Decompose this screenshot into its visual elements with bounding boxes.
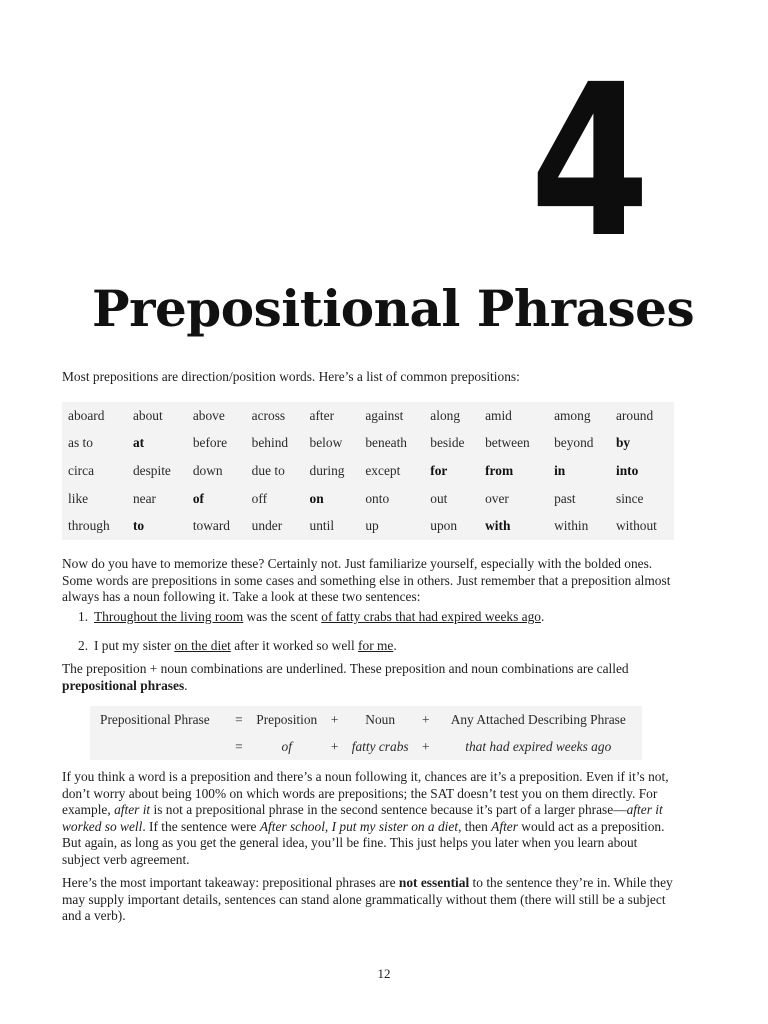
preposition-word: aboard <box>68 407 105 423</box>
formula-cell: that had expired weeks ago <box>465 738 612 754</box>
page-number: 12 <box>377 966 391 981</box>
formula-cell: Prepositional Phrase <box>100 711 210 727</box>
preposition-word: without <box>615 518 657 534</box>
preposition-row <box>62 430 674 458</box>
example-text: after it worked so well <box>230 638 359 653</box>
underlined-phrase: on the diet <box>174 638 231 653</box>
preposition-row <box>62 512 674 540</box>
paragraph-text: is not a prepositional phrase in the second sentence because it’s part of a larger phrase— <box>150 802 627 818</box>
preposition-word: around <box>615 407 654 423</box>
preposition-word: below <box>309 435 343 451</box>
preposition-word: along <box>430 407 461 423</box>
preposition-word: near <box>132 490 156 506</box>
preposition-word: about <box>132 407 163 423</box>
preposition-word: under <box>251 518 283 534</box>
preposition-word: with <box>485 518 511 534</box>
example-text: . <box>541 609 545 624</box>
formula-cell: + <box>330 711 339 727</box>
italic-text: after it worked so well <box>62 802 663 834</box>
formula-cell: Any Attached Describing Phrase <box>450 711 626 727</box>
intro-paragraph: Most prepositions are direction/position words. Here’s a list of common prepositions: <box>62 369 520 384</box>
preposition-word: by <box>615 435 631 451</box>
formula-cell: Noun <box>365 711 396 727</box>
formula-cell <box>90 733 230 760</box>
preposition-word: on <box>309 490 324 506</box>
preposition-word: beyond <box>554 435 594 451</box>
preposition-word: within <box>554 518 589 534</box>
paragraph-text: The preposition + noun combinations are underlined. These preposition and noun combinations are called <box>62 661 629 676</box>
formula-cell: + <box>421 738 430 754</box>
preposition-word: to <box>132 518 145 534</box>
preposition-word: off <box>251 490 268 506</box>
formula-cell: + <box>330 738 339 754</box>
bold-term: prepositional phrases <box>62 677 185 693</box>
preposition-word: against <box>365 407 404 423</box>
preposition-word: past <box>554 490 576 506</box>
preposition-word: since <box>615 490 644 506</box>
preposition-word: upon <box>430 518 458 534</box>
preposition-word: onto <box>365 490 390 506</box>
formula-cell: of <box>281 738 292 754</box>
preposition-word: across <box>251 407 286 423</box>
preposition-word: for <box>430 462 448 478</box>
preposition-word: except <box>365 462 401 478</box>
italic-text: After school, I put my sister on a diet <box>259 818 459 834</box>
paragraph-text: If you think a word is a preposition and there’s a noun following it, chances are it’s a preposition. Even if it’s not, don’t worry about being 100% on which words are prepositions; the SAT doesn’t test you on them directly. For example, <box>62 769 669 818</box>
formula-row <box>90 733 642 760</box>
explanation-paragraph <box>62 769 674 869</box>
paragraph-text: would act as a preposition. But again, as long as you get the general idea, you’ll be fine. This just helps you later when you learn about subject verb agreement. <box>62 818 665 867</box>
formula-cell: Preposition <box>256 711 318 727</box>
formula-cell: = <box>235 738 243 754</box>
example-text: was the scent <box>243 609 322 624</box>
preposition-word: at <box>132 435 145 451</box>
italic-text: After <box>491 818 518 834</box>
paragraph-text: , then <box>458 818 492 834</box>
preposition-word: amid <box>485 407 512 423</box>
definition-paragraph <box>62 661 674 694</box>
formula-row <box>90 706 642 733</box>
example-text: I put my sister <box>94 638 175 653</box>
chapter-number: 4 <box>530 39 645 284</box>
example-text: . <box>393 638 397 653</box>
preposition-row <box>62 457 674 485</box>
formula-cell: = <box>235 711 243 727</box>
preposition-word: above <box>192 407 225 423</box>
preposition-word: up <box>365 518 379 534</box>
underlined-phrase: Throughout the living room <box>94 609 244 624</box>
preposition-word: into <box>615 462 639 478</box>
preposition-word: among <box>554 407 591 423</box>
paragraph-text: . <box>184 677 188 693</box>
example-number: 2. <box>78 638 89 653</box>
prepositions-table <box>62 402 674 540</box>
preposition-word: despite <box>132 462 171 478</box>
preposition-row <box>62 402 674 430</box>
preposition-word: beside <box>430 435 465 451</box>
paragraph-text: to the sentence they’re in. While they may supply important details, sentences can stand alone grammatically without them (there will still be a subject and a verb). <box>62 875 673 924</box>
formula-box <box>90 706 642 760</box>
preposition-word: due to <box>251 462 285 478</box>
preposition-word: of <box>192 490 204 506</box>
preposition-word: in <box>554 462 566 478</box>
preposition-word: behind <box>251 435 289 451</box>
underlined-phrase: of fatty crabs that had expired weeks ago <box>321 609 541 624</box>
underlined-phrase: for me <box>358 638 394 653</box>
memorize-paragraph: Now do you have to memorize these? Certainly not. Just familiarize yourself, especially with the bolded ones. Some words are prepositions in some cases and something else in others. Just remember that a preposition almost always has a noun following it. Take a look at these two sentences: <box>62 556 671 605</box>
preposition-word: during <box>309 462 345 478</box>
preposition-word: beneath <box>365 435 407 451</box>
preposition-word: until <box>309 518 335 534</box>
preposition-word: toward <box>192 518 230 534</box>
preposition-word: down <box>192 462 223 478</box>
italic-text: after it <box>114 802 151 818</box>
formula-cell: fatty crabs <box>351 738 409 754</box>
preposition-word: after <box>309 407 335 423</box>
chapter-title: Prepositional Phrases <box>92 279 695 338</box>
takeaway-paragraph <box>62 875 674 925</box>
example-number: 1. <box>78 609 89 624</box>
preposition-word: from <box>485 462 514 478</box>
preposition-word: between <box>485 435 530 451</box>
preposition-word: through <box>68 518 110 534</box>
preposition-row <box>62 485 674 513</box>
bold-term: not essential <box>398 875 470 890</box>
preposition-word: circa <box>68 462 95 478</box>
preposition-word: over <box>485 490 509 506</box>
preposition-word: before <box>192 435 228 451</box>
example-sentence-1 <box>78 609 678 625</box>
paragraph-text: . If the sentence were <box>142 818 260 834</box>
preposition-word: as to <box>68 435 93 451</box>
example-sentence-2 <box>78 638 678 654</box>
preposition-word: out <box>430 490 448 506</box>
paragraph-text: Here’s the most important takeaway: prepositional phrases are <box>62 875 399 890</box>
formula-cell: + <box>421 711 430 727</box>
preposition-word: like <box>68 490 89 506</box>
